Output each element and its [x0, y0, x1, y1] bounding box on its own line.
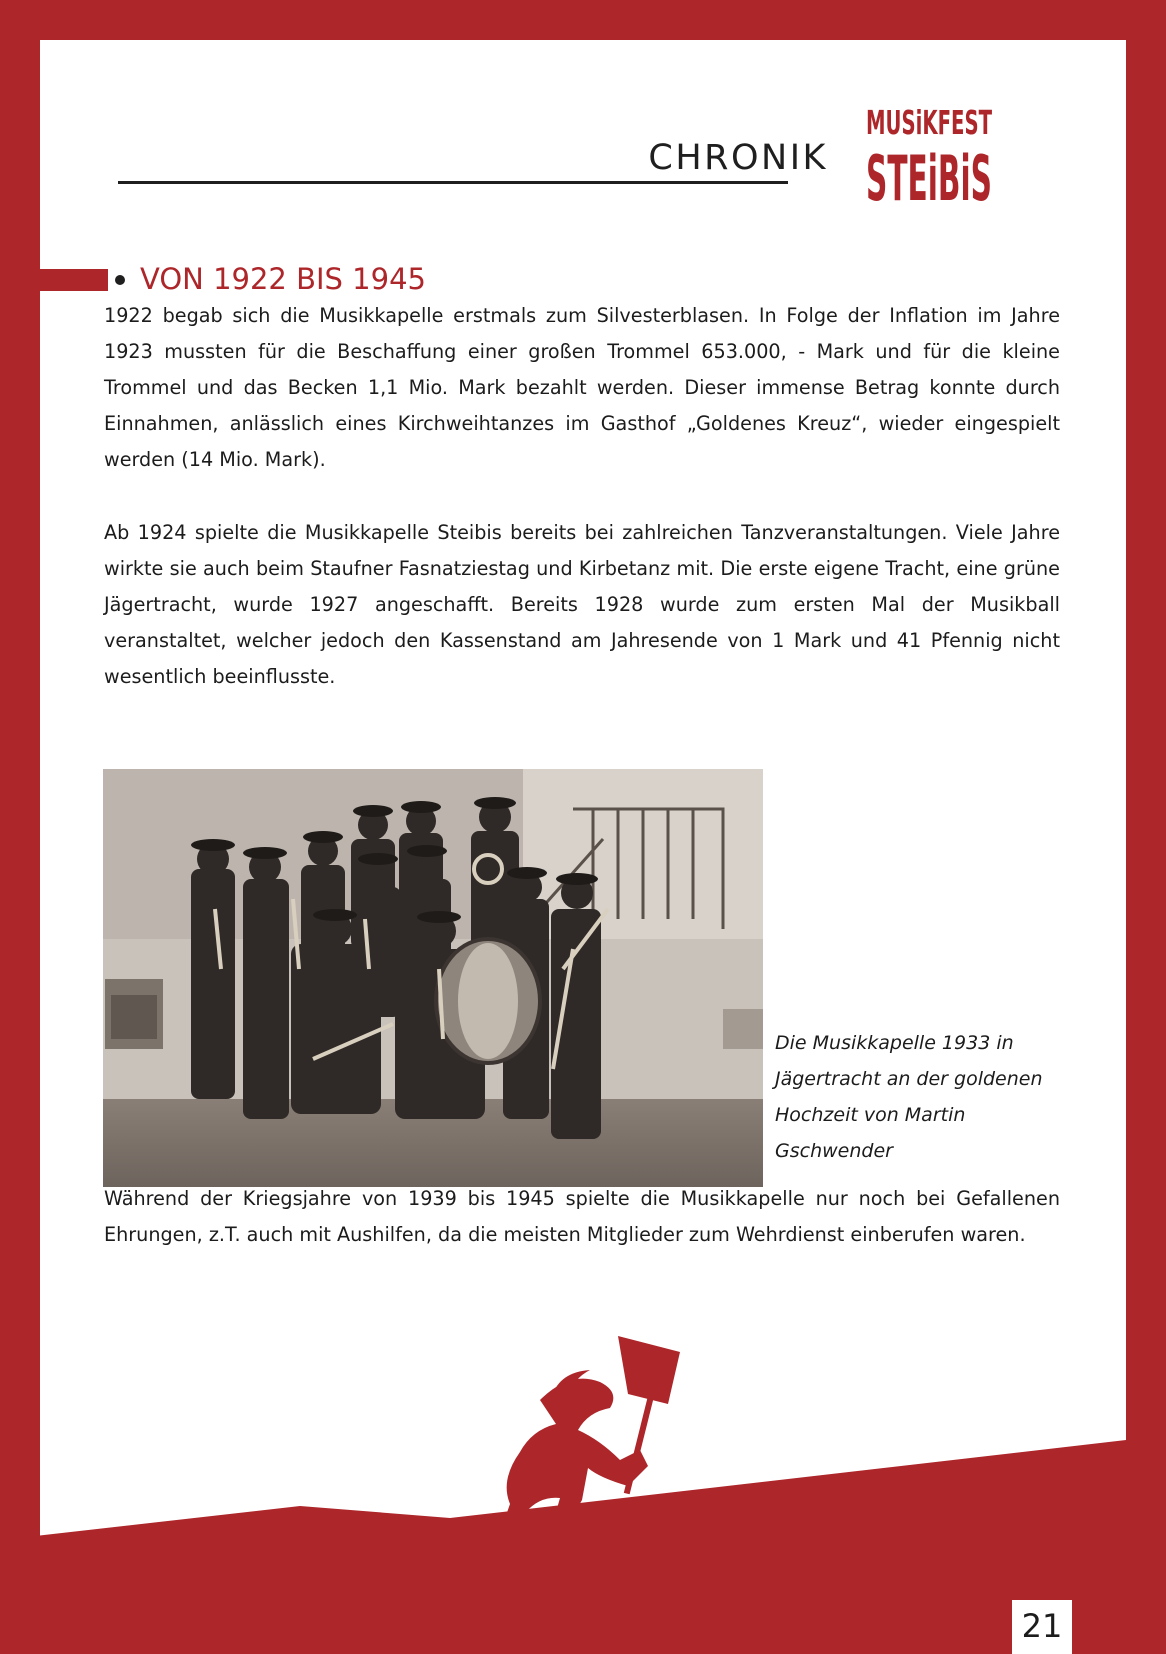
- page-number: 21: [1012, 1600, 1072, 1654]
- footer-graphic: [0, 1300, 1166, 1654]
- logo-line-2: STEiBiS: [866, 142, 992, 215]
- historic-band-photo: [103, 769, 763, 1187]
- page-title: CHRONIK: [648, 138, 828, 178]
- paragraph-2: Ab 1924 spielte die Musikkapelle Steibis bereits bei zahlreichen Tanzveranstaltungen. Viele Jahre wirkte sie auch beim Staufner Fasnatziestag und Kirbetanz mit. Die erste eigene Tracht, eine grüne Jägertracht, wurde 1927 angeschafft. Bereits 1928 wurde zum ersten Mal der Musikball veranstaltet, welcher jedoch den Kassenstand am Jahresende von 1 Mark und 41 Pfennig nicht wesentlich beeinflusste.: [104, 521, 1060, 688]
- paragraph-1: 1922 begab sich die Musikkapelle erstmals zum Silvesterblasen. In Folge der Inflation im Jahre 1923 mussten für die Beschaffung einer großen Trommel 653.000, - Mark und für die kleine Trommel und das Becken 1,1 Mio. Mark bezahlt werden. Dieser immense Betrag konnte durch Einnahmen, anlässlich eines Kirchweihtanzes im Gasthof „Goldenes Kreuz“, wieder eingespielt werden (14 Mio. Mark).: [104, 304, 1060, 471]
- musikfest-steibis-logo: [864, 100, 994, 225]
- photo-caption: Die Musikkapelle 1933 in Jägertracht an der goldenen Hochzeit von Martin Gschwender: [775, 1032, 1043, 1162]
- bullet-dot-icon: [115, 275, 125, 285]
- logo-line-1: MUSiKFEST: [866, 103, 993, 142]
- section-accent-bar: [40, 269, 108, 291]
- paragraph-3: Während der Kriegsjahre von 1939 bis 1945 spielte die Musikkapelle nur noch bei Gefallenen Ehrungen, z.T. auch mit Aushilfen, da die meisten Mitglieder zum Wehrdienst einberufen waren.: [104, 1187, 1060, 1246]
- section-heading: VON 1922 BIS 1945: [140, 262, 426, 296]
- title-underline: [118, 181, 788, 184]
